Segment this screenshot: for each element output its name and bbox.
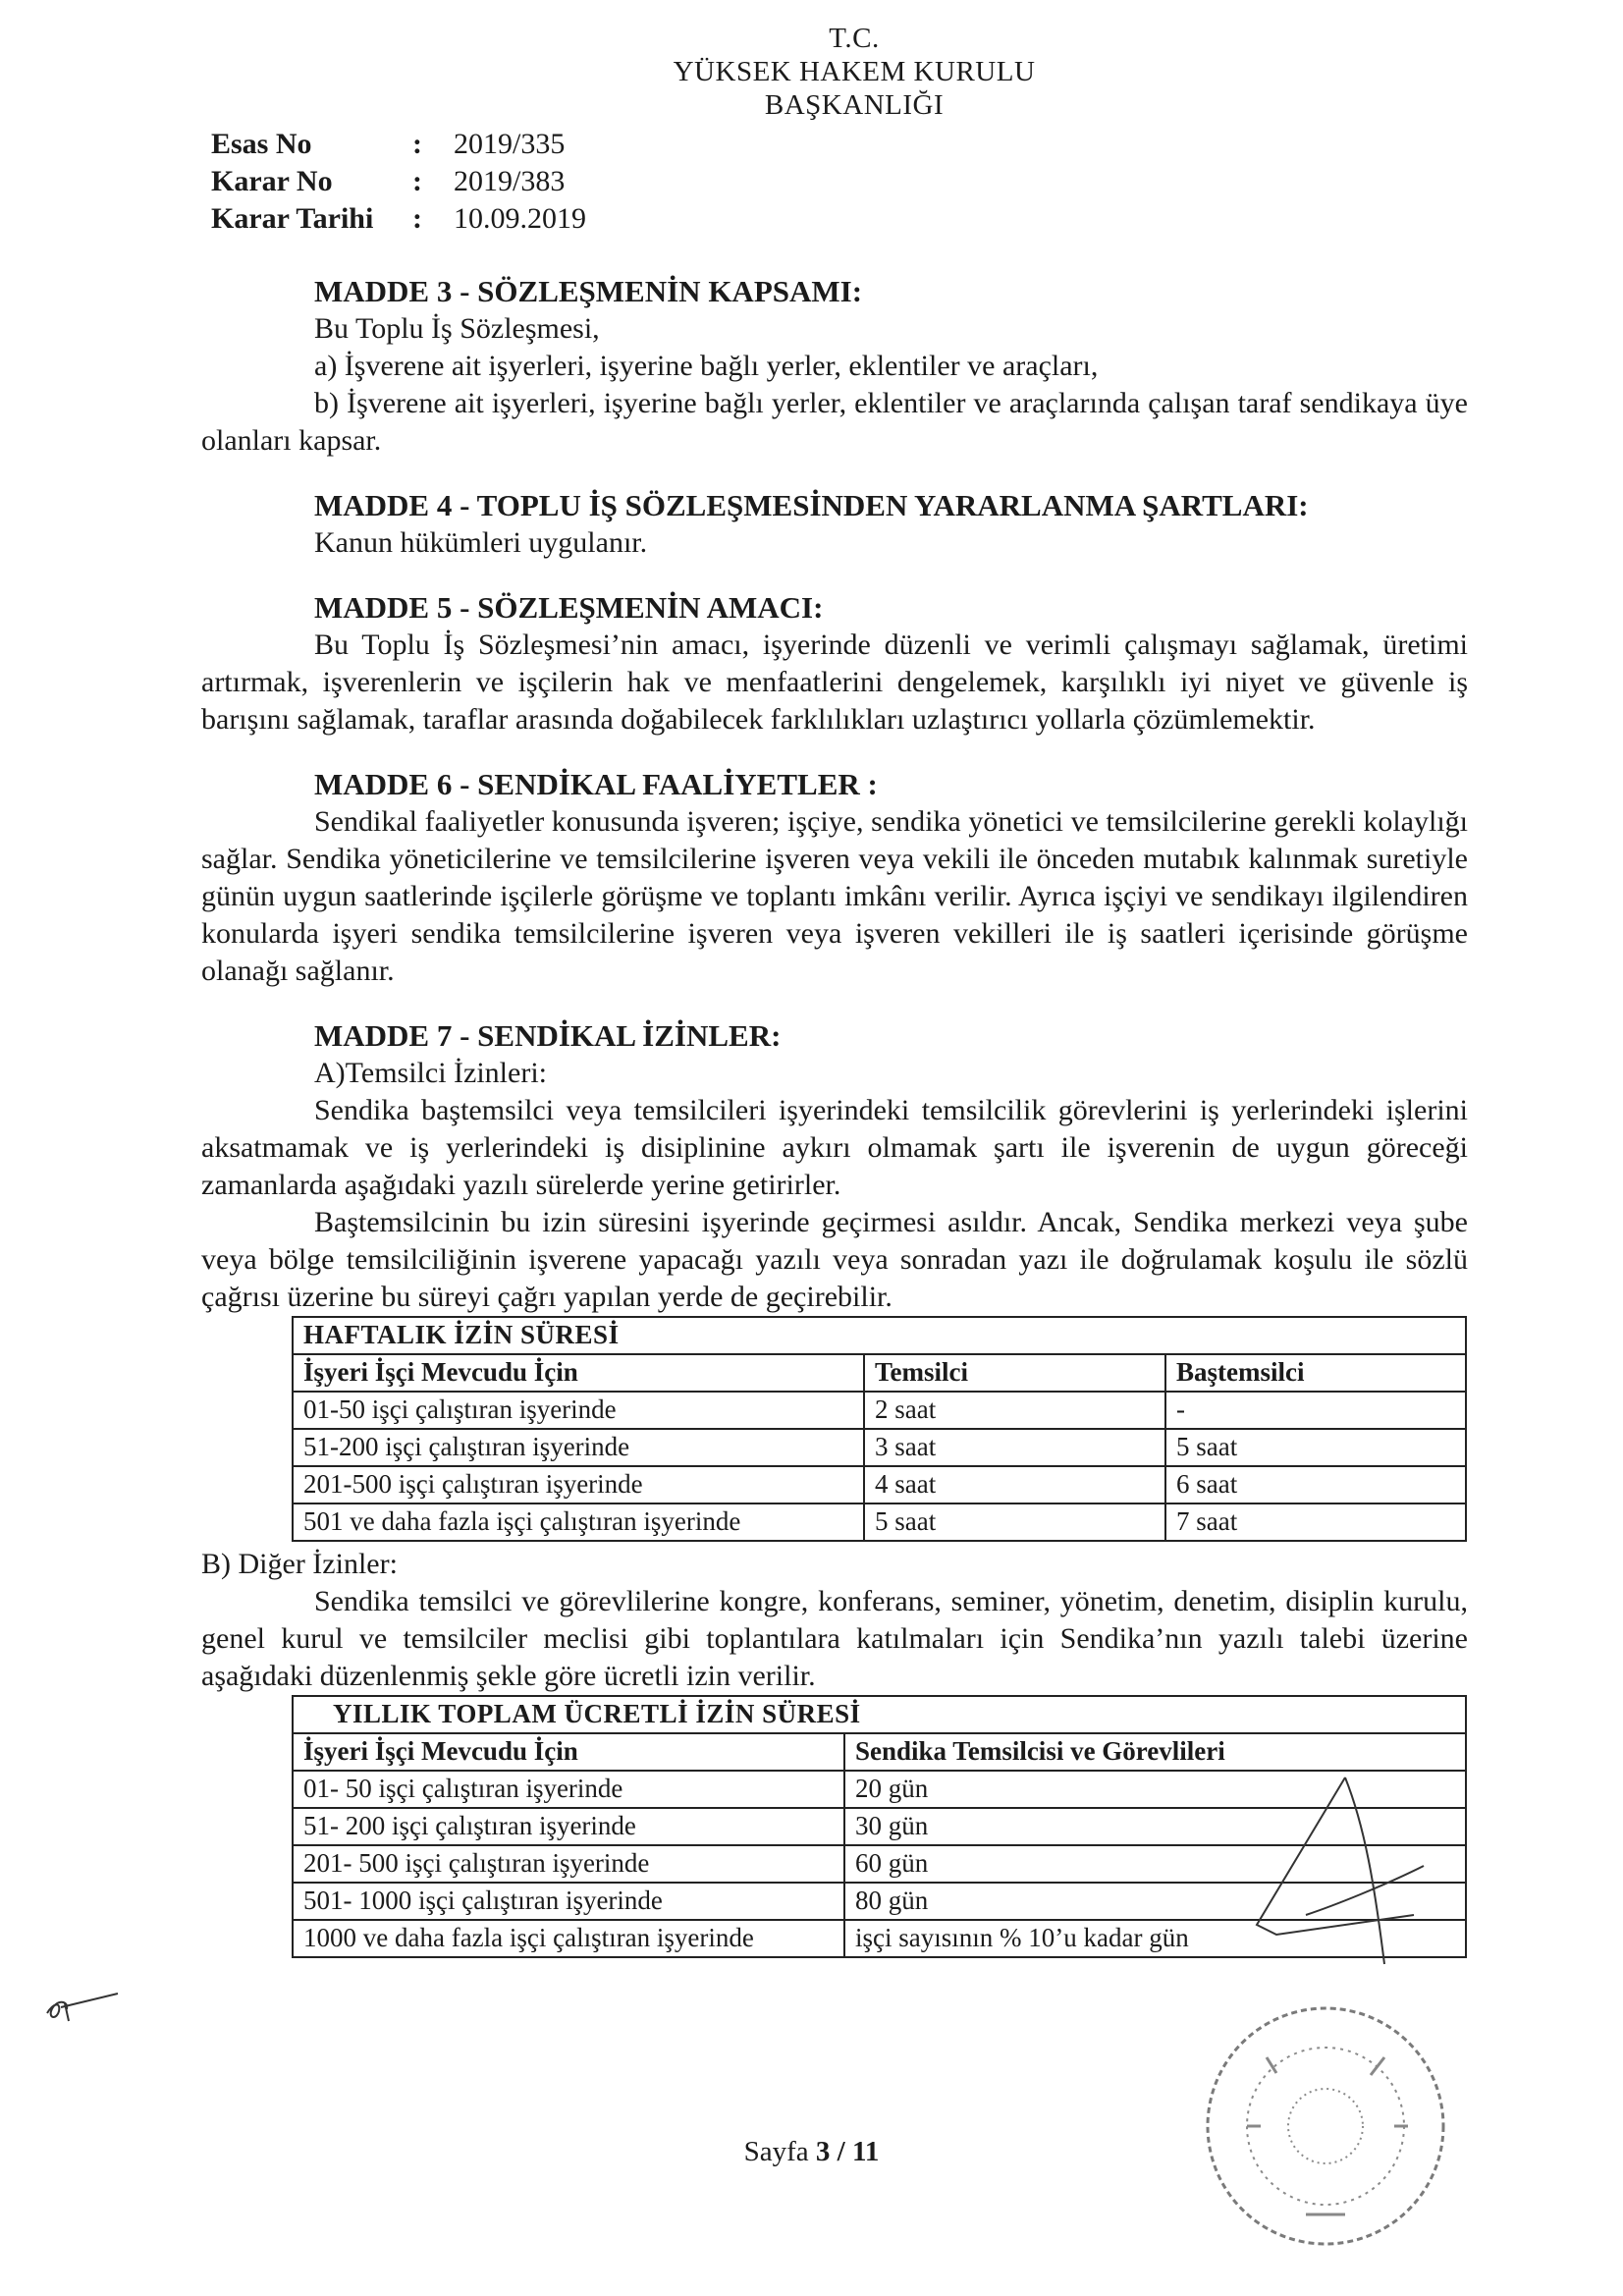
official-seal-stamp [1159,1979,1483,2273]
karar-label: Karar No [211,165,333,197]
table-cell: 01-50 işçi çalıştıran işyerinde [293,1392,864,1429]
column-header: Sendika Temsilcisi ve Görevlileri [844,1733,1466,1771]
table-cell: 6 saat [1165,1466,1466,1503]
column-header: İşyeri İşçi Mevcudu İçin [293,1733,844,1771]
tarih-value: 10.09.2019 [454,202,586,235]
table-cell: 501- 1000 işçi çalıştıran işyerinde [293,1883,844,1920]
section-heading: A)Temsilci İzinleri: [314,1057,547,1089]
table-cell: 20 gün [844,1771,1466,1808]
paragraph: Sendika baştemsilci veya temsilcileri işyerindeki temsilcilik görevlerini iş yerlerindeki işlerini aksatmamak ve iş yerlerindeki iş disiplinine aykırı olmamak şartı ile işverenin de uygun göreceği zamanlarda aşağıdaki yazılı sürelerde yerine getirirler. [201,1094,1468,1201]
esas-value: 2019/335 [454,128,566,160]
paragraph: Baştemsilcinin bu izin süresini işyerinde geçirmesi asıldır. Ancak, Sendika merkezi veya şube veya bölge temsilciliğinin işverene yapacağı yazılı veya sonradan yazı ile doğrulamak koşulu ile sözlü çağrısı üzerine bu süreyi çağrı yapılan yerde de geçirebilir. [201,1206,1468,1313]
section-heading: B) Diğer İzinler: [201,1548,398,1580]
table-caption-row [293,1696,1466,1733]
table-cell: 80 gün [844,1883,1466,1920]
table-header-row [293,1354,1466,1392]
table-row [293,1503,1466,1541]
karar-row [211,163,586,200]
tarih-label: Karar Tarihi [211,202,374,235]
column-header: İşyeri İşçi Mevcudu İçin [293,1354,864,1392]
table-cell: 30 gün [844,1808,1466,1845]
column-header: Temsilci [864,1354,1165,1392]
article-title: MADDE 4 - TOPLU İŞ SÖZLEŞMESİNDEN YARARLANMA ŞARTLARI: [314,488,1309,522]
header-institution: YÜKSEK HAKEM KURULU [673,56,1036,87]
table-cell: 5 saat [864,1503,1165,1541]
table-row [293,1429,1466,1466]
article-title: MADDE 6 - SENDİKAL FAALİYETLER : [314,767,878,801]
paragraph: a) İşverene ait işyerleri, işyerine bağlı yerler, eklentiler ve araçları, [314,350,1099,382]
article-title: MADDE 5 - SÖZLEŞMENİN AMACI: [314,590,824,625]
table-cell: 1000 ve daha fazla işçi çalıştıran işyerinde [293,1920,844,1957]
weekly-leave-table [292,1316,1467,1542]
article-5 [201,589,1468,738]
table-cell: 3 saat [864,1429,1165,1466]
table-cell: 501 ve daha fazla işçi çalıştıran işyerinde [293,1503,864,1541]
colon: : [412,202,422,235]
esas-label: Esas No [211,128,312,160]
article-3 [201,273,1468,460]
column-header: Baştemsilci [1165,1354,1466,1392]
table-row [293,1392,1466,1429]
karar-value: 2019/383 [454,165,566,197]
table-caption: YILLIK TOPLAM ÜCRETLİ İZİN SÜRESİ [293,1696,1466,1733]
paragraph: Kanun hükümleri uygulanır. [314,526,648,559]
paragraph: Sendikal faaliyetler konusunda işveren; işçiye, sendika yönetici ve temsilcilerine gerekli kolaylığı sağlar. Sendika yöneticilerine ve temsilcilerine işveren veya vekili ile önceden mutabık kalınmak suretiyle günün uygun saatlerinde işçilerle görüşme ve toplantı imkânı verilir. Ayrıca işçiyi ve sendikayı ilgilendiren konularda işyeri sendika temsilcilerine işveren veya işveren vekilleri ile iş saatleri içerisinde görüşme olanağı sağlanır. [201,805,1468,987]
page-total: 11 [851,2136,880,2167]
article-title: MADDE 7 - SENDİKAL İZİNLER: [314,1018,782,1053]
article-title: MADDE 3 - SÖZLEŞMENİN KAPSAMI: [314,274,863,308]
header-tc: T.C. [829,23,880,54]
table-row [293,1466,1466,1503]
margin-initial-signature [39,1974,128,2033]
colon: : [412,165,422,197]
article-6 [201,766,1468,990]
page-number: 3 [815,2136,831,2167]
table-cell: 60 gün [844,1845,1466,1883]
tarih-row [211,200,586,238]
table-caption: HAFTALIK İZİN SÜRESİ [293,1317,1466,1354]
document-body [201,273,1468,1986]
page-separator: / [830,2136,852,2167]
table-cell: 201-500 işçi çalıştıran işyerinde [293,1466,864,1503]
table-cell: 51- 200 işçi çalıştıran işyerinde [293,1808,844,1845]
table-cell: 51-200 işçi çalıştıran işyerinde [293,1429,864,1466]
article-4 [201,487,1468,562]
table-cell: - [1165,1392,1466,1429]
footer-prefix: Sayfa [743,2136,816,2167]
case-metadata [211,126,586,238]
colon: : [412,128,422,160]
paragraph: Sendika temsilci ve görevlilerine kongre, konferans, seminer, yönetim, denetim, disiplin kurulu, genel kurul ve temsilciler meclisi gibi toplantılara katılmaları için Sendika’nın yazılı talebi üzerine aşağıdaki düzenlenmiş şekle göre ücretli izin verilir. [201,1585,1468,1692]
table-caption-row [293,1317,1466,1354]
table-cell: 5 saat [1165,1429,1466,1466]
table-cell: 4 saat [864,1466,1165,1503]
table-cell: 201- 500 işçi çalıştıran işyerinde [293,1845,844,1883]
esas-row [211,126,586,163]
paragraph: Bu Toplu İş Sözleşmesi, [314,312,600,345]
table-header-row [293,1733,1466,1771]
header-presidency: BAŞKANLIĞI [764,89,945,121]
table-cell: 7 saat [1165,1503,1466,1541]
table-cell: 2 saat [864,1392,1165,1429]
table-cell: 01- 50 işçi çalıştıran işyerinde [293,1771,844,1808]
table-cell: işçi sayısının % 10’u kadar gün [844,1920,1466,1957]
institution-header [609,22,1100,122]
paragraph: b) İşverene ait işyerleri, işyerine bağlı yerler, eklentiler ve araçlarında çalışan taraf sendikaya üye olanları kapsar. [201,387,1468,457]
paragraph: Bu Toplu İş Sözleşmesi’nin amacı, işyerinde düzenli ve verimli çalışmayı sağlamak, üretimi artırmak, işverenlerin ve işçilerin hak ve menfaatlerini dengelemek, karşılıklı iyi niyet ve güvenle iş barışını sağlamak, taraflar arasında doğabilecek farklılıkları uzlaştırıcı yollarla çözümlemektir. [201,629,1468,736]
